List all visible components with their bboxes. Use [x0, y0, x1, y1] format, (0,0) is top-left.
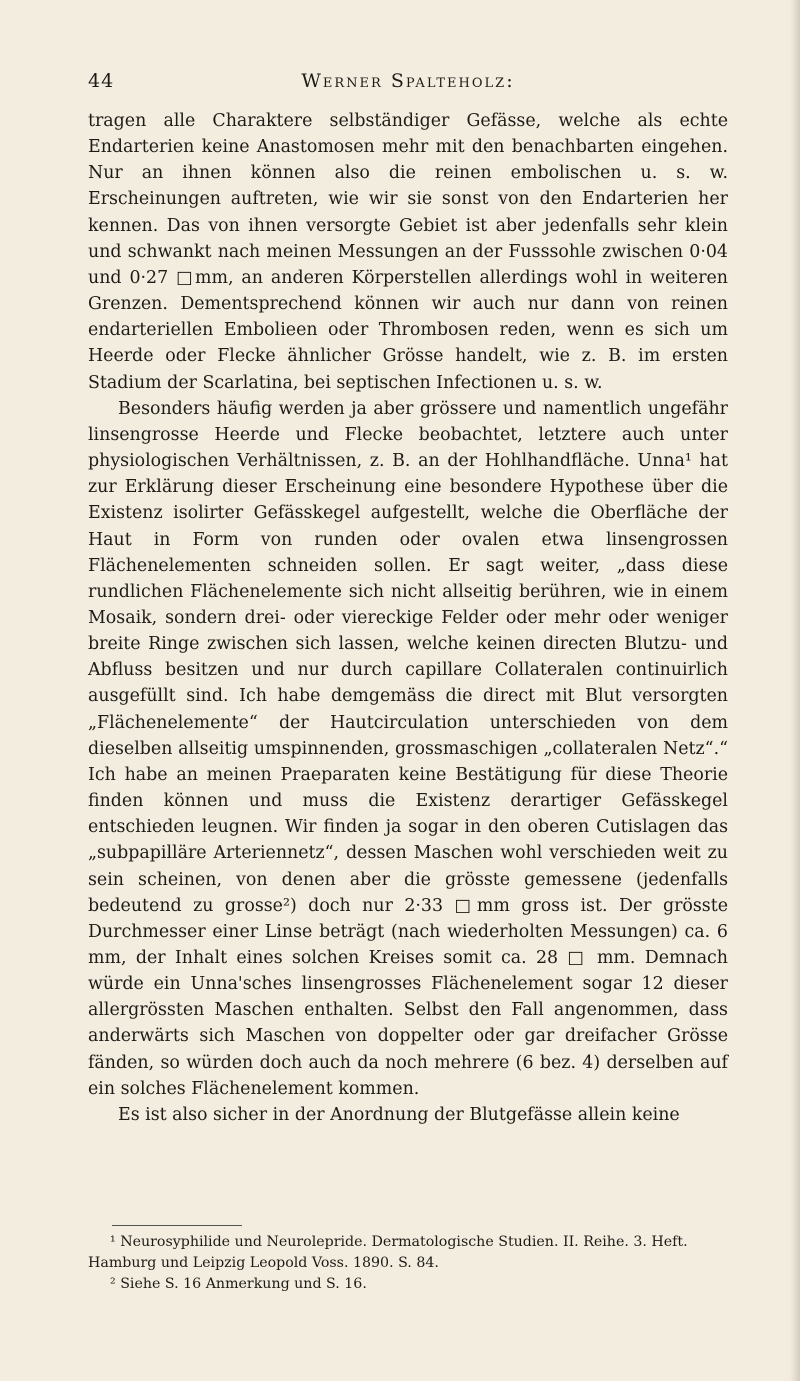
- paragraph-1: tragen alle Charaktere selbständiger Gefässe, welche als echte Endarterien keine Anastomosen mehr mit den benachbarten eingehen. Nur an ihnen können also die reinen embolischen u. s. w. Erscheinungen auftreten, wie wir sie sonst von den Endarterien her kennen. Das von ihnen versorgte Gebiet ist aber jedenfalls sehr klein und schwankt nach meinen Messungen an der Fusssohle zwischen 0·04 und 0·27 □mm, an anderen Körperstellen allerdings wohl in weiteren Grenzen. Dementsprechend können wir auch nur dann von reinen endarteriellen Embolieen oder Thrombosen reden, wenn es sich um Heerde oder Flecke ähnlicher Grösse handelt, wie z. B. im ersten Stadium der Scarlatina, bei septischen Infectionen u. s. w.: [88, 111, 728, 393]
- paragraph-2: Besonders häufig werden ja aber grössere und namentlich ungefähr linsengrosse Heerde und Flecke beobachtet, letztere auch unter physiologischen Verhältnissen, z. B. an der Hohlhandfläche. Unna¹ hat zur Erklärung dieser Erscheinung eine besondere Hypothese über die Existenz isolirter Gefässkegel aufgestellt, welche die Oberfläche der Haut in Form von runden oder ovalen etwa linsengrossen Flächenelementen schneiden sollen. Er sagt weiter, „dass diese rundlichen Flächenelemente sich nicht allseitig berühren, wie in einem Mosaik, sondern drei- oder viereckige Felder oder mehr oder weniger breite Ringe zwischen sich lassen, welche keinen directen Blutzu- und Abfluss besitzen und nur durch capillare Collateralen continuirlich ausgefüllt sind. Ich habe demgemäss die direct mit Blut versorgten „Flächenelemente“ der Hautcirculation unterschieden von dem dieselben allseitig umspinnenden, grossmaschigen „collateralen Netz“.“ Ich habe an meinen Praeparaten keine Bestätigung für diese Theorie finden können und muss die Existenz derartiger Gefässkegel entschieden leugnen. Wir finden ja sogar in den oberen Cutislagen das „subpapilläre Arteriennetz“, dessen Maschen wohl verschieden weit zu sein scheinen, von denen aber die grösste gemessene (jedenfalls bedeutend zu grosse²) doch nur 2·33 □mm gross ist. Der grösste Durchmesser einer Linse beträgt (nach wiederholten Messungen) ca. 6 mm, der Inhalt eines solchen Kreises somit ca. 28 □ mm. Demnach würde ein Unna'sches linsengrosses Flächenelement sogar 12 dieser allergrössten Maschen enthalten. Selbst den Fall angenommen, dass anderwärts sich Maschen von doppelter oder gar dreifacher Grösse fänden, so würden doch auch da noch mehrere (6 bez. 4) derselben auf ein solches Flächenelement kommen.: [88, 398, 728, 1099]
- page-edge-shadow: [790, 0, 800, 1381]
- page-number: 44: [88, 70, 115, 92]
- running-title: Werner Spalteholz:: [301, 70, 515, 92]
- footnote-1: ¹ Neurosyphilide und Neurolepride. Dermatologische Studien. II. Reihe. 3. Heft. Hamburg und Leipzig Leopold Voss. 1890. S. 84.: [88, 1234, 688, 1271]
- paragraph-3: Es ist also sicher in der Anordnung der Blutgefässe allein keine: [118, 1104, 680, 1125]
- body-text: [88, 108, 728, 1128]
- running-header: [88, 70, 728, 102]
- footnote-2: ² Siehe S. 16 Anmerkung und S. 16.: [110, 1276, 367, 1292]
- footnote-divider: [112, 1225, 242, 1226]
- footnotes: [88, 1232, 728, 1295]
